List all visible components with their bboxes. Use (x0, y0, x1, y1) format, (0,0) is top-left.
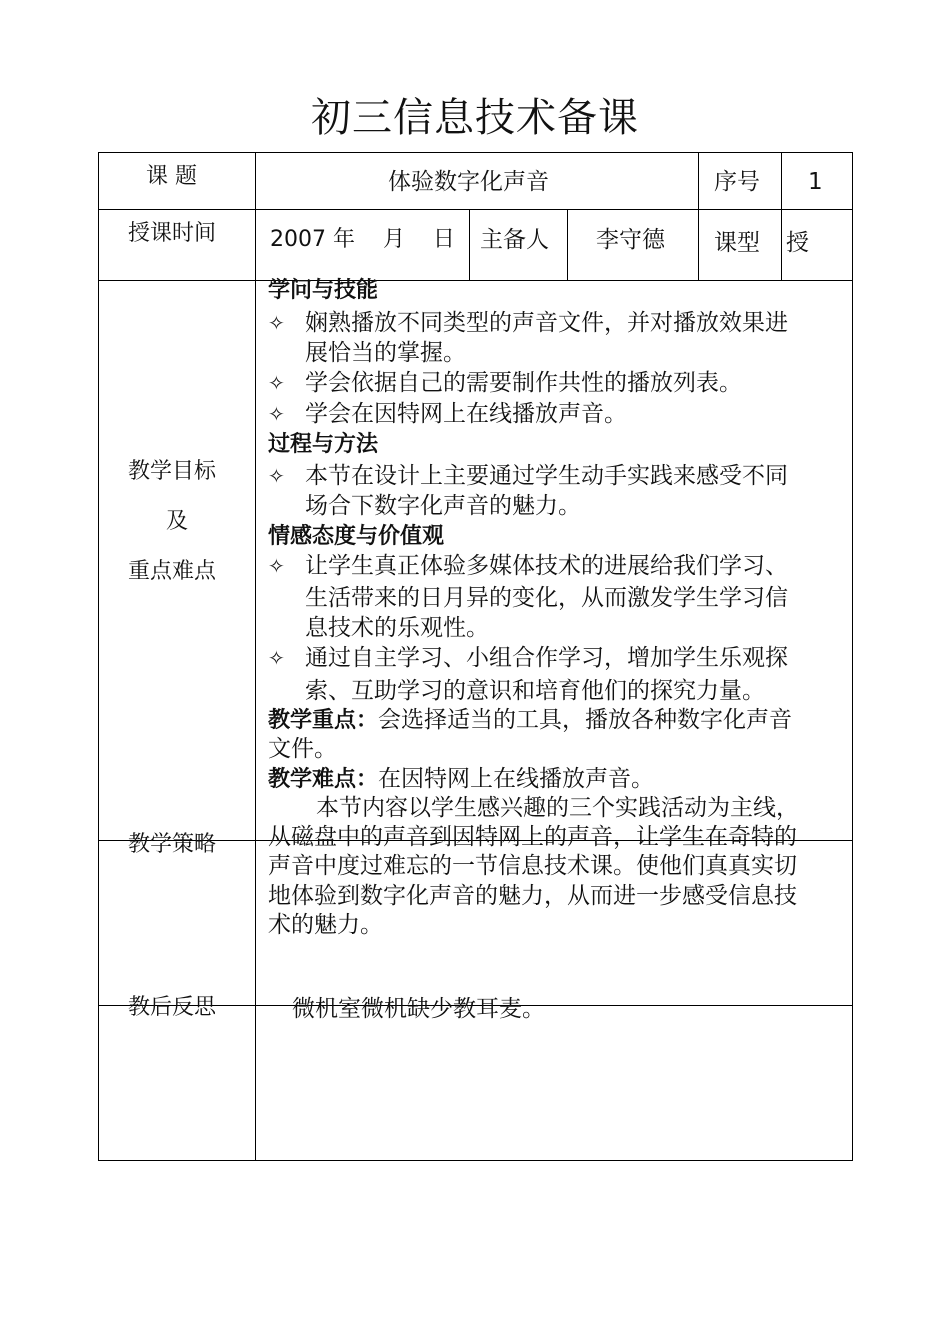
list-item: 通过自主学习、小组合作学习，增加学生乐观探 (305, 645, 788, 671)
strategy-line: 本节内容以学生感兴趣的三个实践活动为主线， (316, 795, 799, 821)
seq-value: 1 (808, 169, 823, 195)
bullet-icon: ✧ (268, 646, 285, 670)
section-heading: 过程与方法 (268, 432, 379, 457)
difficulty-label: 教学难点： (268, 767, 379, 792)
list-item: 学会依据自己的需要制作共性的播放列表。 (305, 370, 742, 396)
time-label: 授课时间 (128, 221, 217, 246)
key-point-text: 会选择适当的工具，播放各种数字化声音 (378, 707, 793, 733)
topic-value: 体验数字化声音 (388, 169, 549, 195)
list-item: 学会在因特网上在线播放声音。 (305, 401, 627, 427)
bullet-icon: ✧ (268, 554, 285, 578)
column-divider (781, 152, 782, 280)
table-border-top (98, 152, 853, 153)
column-divider (567, 209, 568, 280)
difficulty-point (268, 764, 654, 795)
strategy-line: 术的魅力。 (268, 912, 383, 938)
topic-label: 课 题 (146, 164, 197, 189)
key-point-label: 教学重点： (268, 708, 379, 733)
list-item: 场合下数字化声音的魅力。 (305, 493, 581, 519)
column-divider (698, 152, 699, 280)
strategy-line: 地体验到数字化声音的魅力，从而进一步感受信息技 (268, 883, 797, 909)
strategy-label: 教学策略 (128, 832, 217, 857)
list-item: 息技术的乐观性。 (305, 615, 489, 641)
strategy-line: 声音中度过难忘的一节信息技术课。使他们真真实切 (268, 853, 797, 879)
list-item: 生活带来的日月异的变化，从而激发学生学习信 (305, 585, 788, 611)
table-border-right (852, 152, 853, 1161)
row-divider (98, 209, 853, 210)
list-item: 展恰当的掌握。 (305, 340, 466, 366)
column-divider (469, 209, 470, 280)
objectives-label-line3: 重点难点 (128, 559, 217, 584)
time-value: 2007 年 月 日 (270, 227, 455, 252)
list-item: 让学生真正体验多媒体技术的进展给我们学习、 (305, 553, 788, 579)
preparer-value: 李守德 (596, 227, 665, 253)
row-divider (98, 280, 853, 281)
key-point-text-cont: 文件。 (268, 736, 337, 762)
section-heading: 情感态度与价值观 (268, 524, 445, 549)
reflection-label: 教后反思 (128, 995, 217, 1020)
bullet-icon: ✧ (268, 402, 285, 426)
page-title: 初三信息技术备课 (311, 95, 639, 141)
type-label: 课型 (714, 230, 760, 256)
objectives-label-line1: 教学目标 (128, 459, 217, 484)
bullet-icon: ✧ (268, 311, 285, 335)
difficulty-text: 在因特网上在线播放声音。 (378, 766, 655, 792)
list-item: 索、互助学习的意识和培育他们的探究力量。 (305, 678, 765, 704)
reflection-text: 微机室微机缺少教耳麦。 (292, 996, 545, 1022)
column-divider (255, 152, 256, 1161)
bullet-icon: ✧ (268, 371, 285, 395)
list-item: 娴熟播放不同类型的声音文件，并对播放效果进 (305, 310, 788, 336)
table-border-left (98, 152, 99, 1161)
type-value: 授 (786, 230, 809, 256)
table-border-bottom (98, 1160, 853, 1161)
preparer-label: 主备人 (480, 227, 549, 253)
objectives-label-line2: 及 (166, 509, 189, 534)
seq-label: 序号 (714, 169, 760, 195)
bullet-icon: ✧ (268, 464, 285, 488)
key-point (268, 705, 792, 736)
list-item: 本节在设计上主要通过学生动手实践来感受不同 (305, 463, 788, 489)
strategy-line: 从磁盘中的声音到因特网上的声音，让学生在奇特的 (268, 824, 797, 850)
section-heading: 学问与技能 (268, 278, 379, 303)
